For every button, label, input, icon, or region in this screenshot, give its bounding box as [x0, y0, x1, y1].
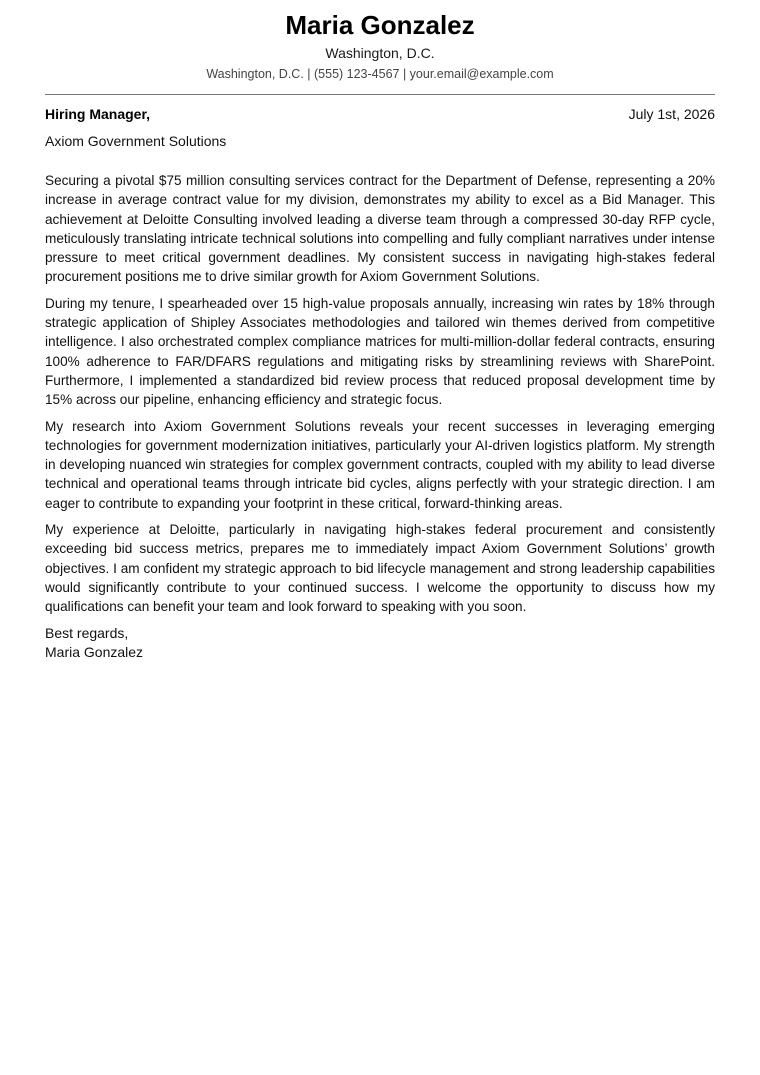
- closing-block: [45, 624, 715, 662]
- paragraph-3: My research into Axiom Government Solutions reveals your recent successes in leveraging emerging technologies for government modernization initiatives, particularly your AI-driven logistics platform. My strength in developing nuanced win strategies for complex government contracts, coupled with my ability to lead diverse technical and operational teams through intricate bid cycles, aligns perfectly with your strategic direction. I am eager to contribute to expanding your footprint in these critical, forward-thinking areas.: [45, 418, 715, 511]
- letter-body: [45, 171, 715, 617]
- company-name: Axiom Government Solutions: [45, 133, 227, 149]
- paragraph-2: During my tenure, I spearheaded over 15 high-value proposals annually, increasing win rates by 18% through strategic application of Shipley Associates methodologies and tailored win themes derived from competitive intelligence. I also orchestrated complex compliance matrices for multi-million-dollar federal contracts, ensuring 100% adherence to FAR/DFARS regulations and mitigating risks by streamlining reviews with SharePoint. Furthermore, I implemented a standardized bid review process that reduced proposal development time by 15% across our pipeline, enhancing efficiency and strategic focus.: [45, 295, 715, 408]
- recipient-salutation: Hiring Manager,: [45, 106, 151, 122]
- header-divider: [45, 94, 715, 95]
- closing-phrase: Best regards,: [45, 624, 129, 641]
- signature-name: Maria Gonzalez: [45, 643, 144, 660]
- salutation-row: [45, 105, 715, 123]
- applicant-city: Washington, D.C.: [325, 45, 435, 61]
- paragraph-1: Securing a pivotal $75 million consulting services contract for the Department of Defense, representing a 20% increase in average contract value for my division, demonstrates my ability to excel as a Bid Manager. This achievement at Deloitte Consulting involved leading a diverse team through a compressed 30-day RFP cycle, meticulously translating intricate technical solutions into compelling and fully compliant narratives under intense pressure to meet critical government deadlines. My consistent success in navigating high-stakes federal procurement positions me to drive similar growth for Axiom Government Solutions.: [45, 173, 715, 285]
- contact-line: Washington, D.C. | (555) 123-4567 | your.email@example.com: [206, 67, 554, 81]
- letter-date: July 1st, 2026: [628, 106, 715, 122]
- applicant-name: Maria Gonzalez: [285, 10, 475, 40]
- paragraph-4: My experience at Deloitte, particularly in navigating high-stakes federal procurement and consistently exceeding bid success metrics, prepares me to immediately impact Axiom Government Solutions’ growth objectives. I am confident my strategic approach to bid lifecycle management and strong leadership capabilities would significantly contribute to your continued success. I welcome the opportunity to discuss how my qualifications can benefit your team and look forward to speaking with you soon.: [45, 522, 715, 615]
